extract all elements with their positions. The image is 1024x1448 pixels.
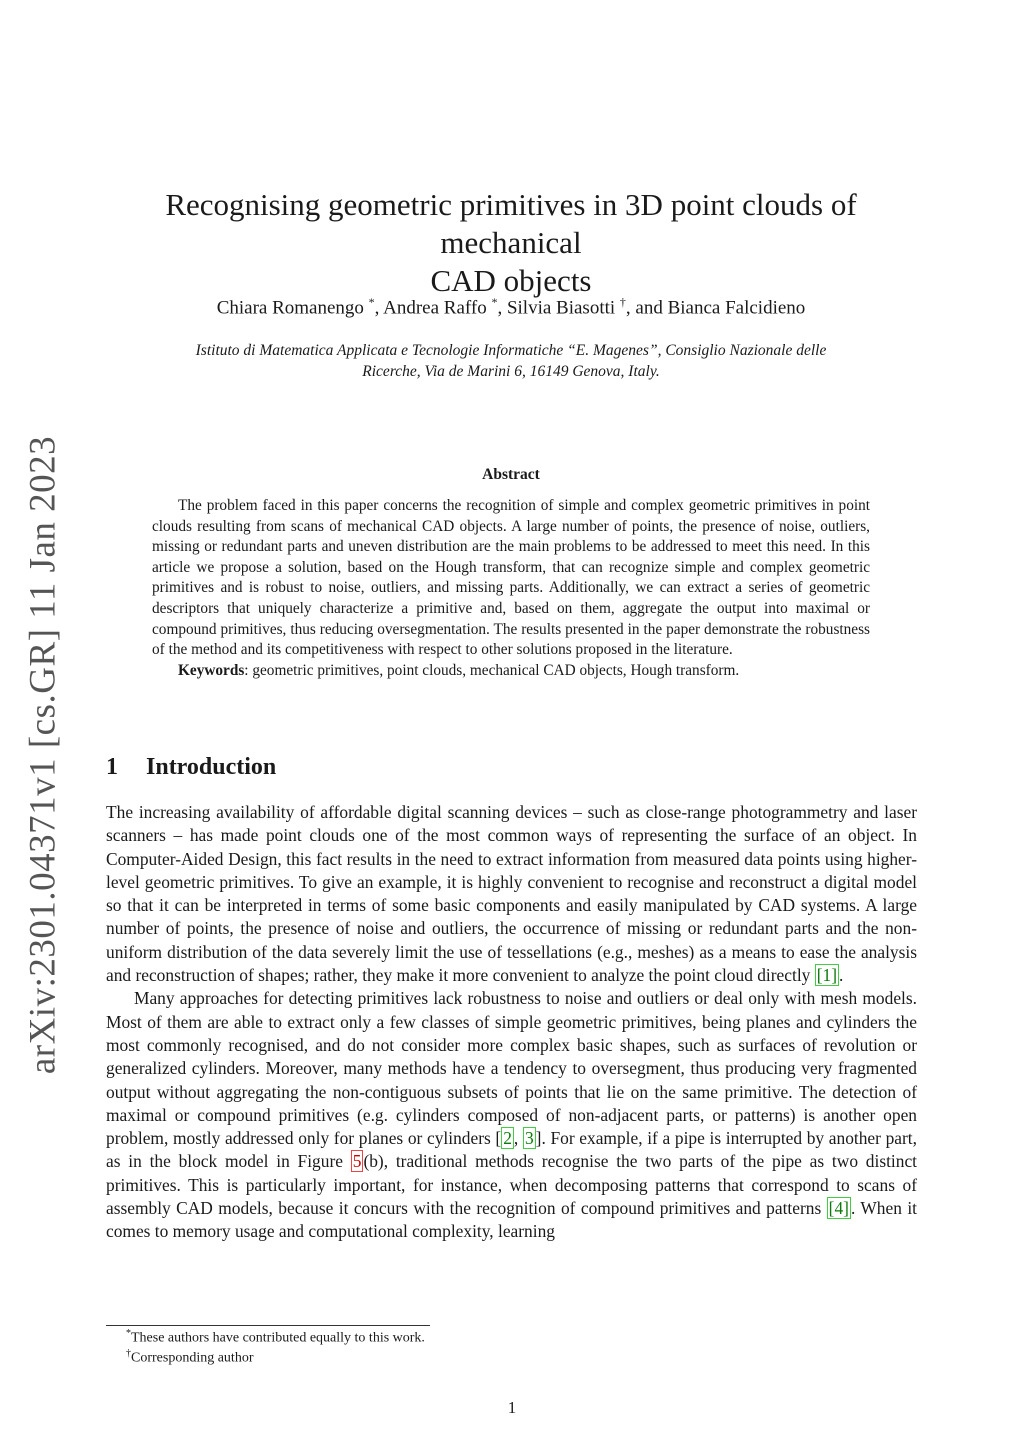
section-title: Introduction	[146, 754, 277, 780]
abstract-heading: Abstract	[482, 466, 540, 483]
citation-link[interactable]: [1]	[816, 965, 837, 986]
intro-paragraph-1	[106, 801, 917, 987]
author-list: Chiara Romanengo *, Andrea Raffo *, Silvia Biasotti †, and Bianca Falcidieno	[216, 295, 806, 319]
intro-p2-text-d: . When it comes to memory usage and computational complexity, learning	[106, 1198, 917, 1242]
abstract-text: The problem faced in this paper concerns the recognition of simple and complex geometric primitives in point clouds resulting from scans of mechanical CAD objects. A large number of points, the presence of noise, outliers, missing or redundant parts and uneven distribution are the main problems to be addressed to meet this need. In this article we propose a solution, based on the Hough transform, that can recognize simple and complex geometric primitives and is robust to noise, outliers, and missing parts. Additionally, we can extract a series of geometric descriptors that uniquely characterize a primitive and, based on them, aggregate the output into maximal or compound primitives, thus reducing oversegmentation. The results presented in the paper demonstrate the robustness of the method and its competitiveness with respect to other solutions proposed in the literature.	[152, 497, 870, 659]
citation-link[interactable]: 2	[503, 1128, 512, 1149]
paper-title	[105, 186, 917, 300]
affiliation	[105, 340, 917, 382]
arxiv-identifier: arXiv:2301.04371v1 [cs.GR] 11 Jan 2023	[22, 435, 64, 1075]
intro-p2-text-c: (b), traditional methods recognise the two parts of the pipe as two distinct primitives. This is particularly important, for instance, when decomposing patterns that correspond to scans of assembly CAD models, because it concurs with the recognition of compound primitives and patterns	[106, 1151, 917, 1219]
figure-link[interactable]: 5	[352, 1151, 362, 1172]
citation-link[interactable]: 3	[524, 1128, 534, 1149]
intro-p2-text-a: Many approaches for detecting primitives lack robustness to noise and outliers or deal only with mesh models. Most of them are able to extract only a few classes of simple geometric primitives, being planes and cylinders the most commonly recognised, and do not consider more complex basic shapes, such as surfaces of revolution or generalized cylinders. Moreover, many methods have a tendency to oversegment, thus producing very fragmented output without aggregating the non-contiguous subsets of points that lie on the same primitive. The detection of maximal or compound primitives (e.g. cylinders composed of non-adjacent parts, or patterns) is another open problem, mostly addressed only for planes or cylinders [	[106, 988, 917, 1149]
intro-p1-text: The increasing availability of affordable digital scanning devices – such as close-range photogrammetry and laser scanners – has made point clouds one of the most common ways of representing the surface of an object. In Computer-Aided Design, this fact results in the need to extract information from measured data points using higher-level geometric primitives. To give an example, it is highly convenient to recognise and reconstruct a digital model so that it can be interpreted in terms of some basic components and easily manipulated by CAD systems. A large number of points, the presence of noise and outliers, the occurrence of missing or redundant parts and the non-uniform distribution of the data severely limit the use of tessellations (e.g., meshes) as a means to ease the analysis and reconstruction of shapes; rather, they make it more convenient to analyze the point cloud directly	[106, 802, 917, 986]
abstract-block	[152, 496, 870, 681]
footnote-1-text: These authors have contributed equally to this work.	[131, 1330, 425, 1346]
section-heading	[106, 754, 276, 781]
author-3: Silvia Biasotti	[506, 297, 616, 319]
keywords-text: : geometric primitives, point clouds, mechanical CAD objects, Hough transform.	[244, 661, 740, 679]
footnote-1	[126, 1328, 425, 1347]
page-number: 1	[507, 1398, 517, 1417]
affiliation-line-1: Istituto di Matematica Applicata e Tecnologie Informatiche “E. Magenes”, Consiglio Nazionale delle	[195, 342, 827, 359]
keywords-line	[152, 661, 870, 682]
title-line-1: Recognising geometric primitives in 3D point clouds of mechanical	[165, 187, 857, 260]
footnote-2-text: Corresponding author	[131, 1350, 254, 1366]
author-1-mark: *	[368, 295, 375, 309]
intro-paragraph-2	[106, 987, 917, 1243]
footnote-rule	[106, 1325, 430, 1326]
keywords-label: Keywords	[178, 661, 245, 679]
author-3-mark: †	[619, 295, 626, 309]
author-2: Andrea Raffo	[383, 297, 487, 319]
footnote-1-mark: *	[126, 1328, 131, 1339]
arxiv-sidebar-stamp	[18, 435, 68, 1075]
introduction-body	[106, 801, 917, 1244]
footnote-2-mark: †	[126, 1348, 131, 1359]
affiliation-line-2: Ricerche, Via de Marini 6, 16149 Genova, Italy.	[362, 363, 660, 380]
citation-link[interactable]: [4]	[828, 1198, 849, 1219]
intro-p2-text-b: ]. For example, if a pipe is interrupted by another part, as in the block model in Figure	[106, 1128, 917, 1172]
intro-p1-end: .	[838, 965, 844, 986]
author-1: Chiara Romanengo	[216, 297, 364, 319]
title-line-2: CAD objects	[430, 263, 592, 298]
intro-p2-sep: ,	[513, 1128, 523, 1149]
footnote-2	[126, 1348, 253, 1367]
section-number: 1	[106, 754, 118, 780]
author-2-mark: *	[491, 295, 498, 309]
author-4: and Bianca Falcidieno	[635, 297, 806, 319]
